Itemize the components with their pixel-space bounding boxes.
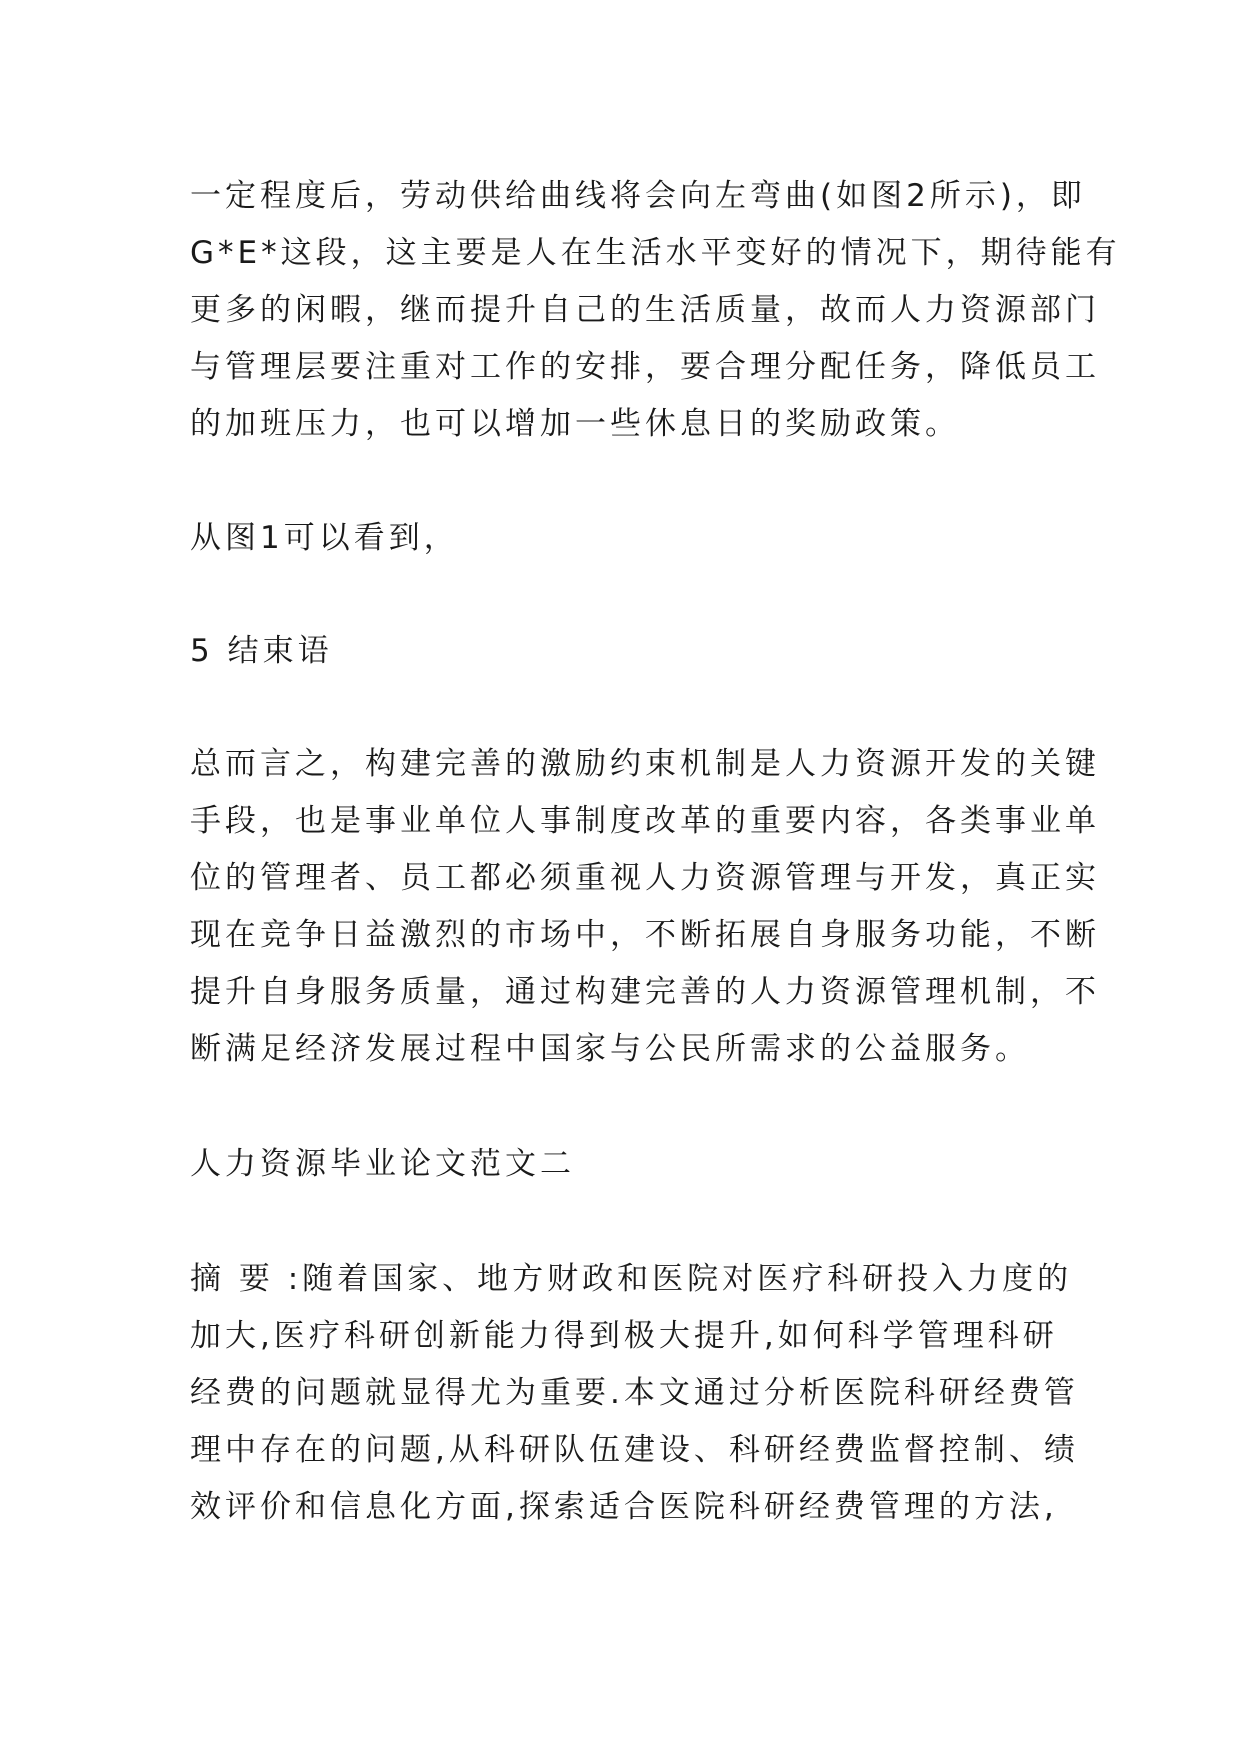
text-line: 断满足经济发展过程中国家与公民所需求的公益服务。 [190,1031,1030,1067]
text-line: 加大,医疗科研创新能力得到极大提升,如何科学管理科研 [190,1318,1058,1354]
text-line: 提升自身服务质量，通过构建完善的人力资源管理机制，不 [190,974,1100,1010]
text-line: 手段，也是事业单位人事制度改革的重要内容，各类事业单 [190,803,1100,839]
text-line: 与管理层要注重对工作的安排，要合理分配任务，降低员工 [190,349,1100,385]
article-title-text: 人力资源毕业论文范文二 [190,1146,575,1182]
paragraph-conclusion [190,736,1100,1078]
text-line: G*E*这段，这主要是人在生活水平变好的情况下，期待能有 [190,235,1121,271]
text-line: 效评价和信息化方面,探索适合医院科研经费管理的方法, [190,1489,1058,1525]
section-heading [190,623,1070,680]
text-line: 总而言之，构建完善的激励约束机制是人力资源开发的关键 [190,746,1100,782]
text-line: 一定程度后，劳动供给曲线将会向左弯曲(如图2所示)，即 [190,178,1086,214]
paragraph-figure-reference [190,510,1070,567]
text-line: 的加班压力，也可以增加一些休息日的奖励政策。 [190,406,960,442]
text-line: 位的管理者、员工都必须重视人力资源管理与开发，真正实 [190,860,1100,896]
paragraph-labor-supply [190,168,1121,453]
text-line: 更多的闲暇，继而提升自己的生活质量，故而人力资源部门 [190,292,1100,328]
text-line: 理中存在的问题,从科研队伍建设、科研经费监督控制、绩 [190,1432,1079,1468]
text-line: 现在竞争日益激烈的市场中，不断拓展自身服务功能，不断 [190,917,1100,953]
text-line: 摘 要 :随着国家、地方财政和医院对医疗科研投入力度的 [190,1261,1073,1297]
text-line: 经费的问题就显得尤为重要.本文通过分析医院科研经费管 [190,1375,1079,1411]
paragraph-abstract [190,1251,1079,1536]
section-heading-text: 5 结束语 [190,633,333,669]
article-title [190,1136,1070,1193]
text-line: 从图1可以看到， [190,520,459,556]
